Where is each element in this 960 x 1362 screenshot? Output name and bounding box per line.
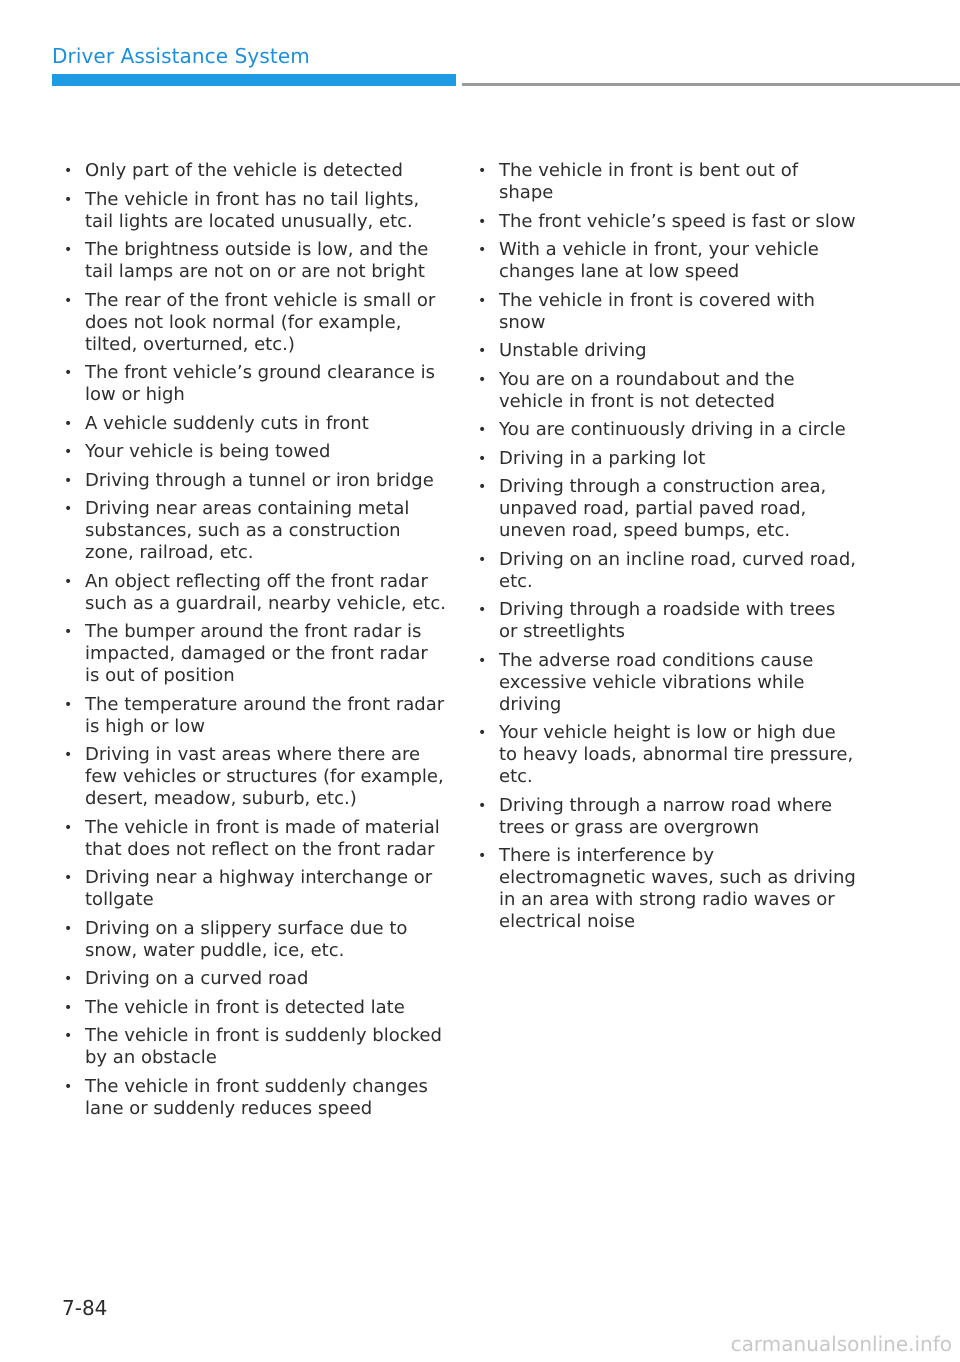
list-item [62,744,447,810]
bullet-icon: • [64,573,73,590]
list-item [476,211,856,233]
list-item-text: The front vehicle’s ground clearance is low or high [85,362,435,405]
list-item-text: There is interference by electromagnetic waves, such as driving in an area with strong radio waves or electrical noise [499,845,856,932]
page-number: 7-84 [62,1296,108,1320]
bullet-icon: • [64,1078,73,1095]
list-item-text: Driving on a slippery surface due to snow, water puddle, ice, etc. [85,917,408,961]
bullet-icon: • [64,163,73,179]
list-item-text: Driving through a tunnel or iron bridge [85,469,434,491]
list-item-text: A vehicle suddenly cuts in front [85,412,369,434]
right-bullet-list [476,160,856,940]
list-item [476,549,856,593]
list-item [62,413,447,435]
list-item [62,1025,447,1069]
list-item-text: You are on a roundabout and the vehicle in front is not detected [499,368,795,412]
bullet-icon: • [478,848,487,864]
list-item-text: You are continuously driving in a circle [499,419,846,440]
bullet-icon: • [64,920,73,937]
list-item-text: Your vehicle is being towed [85,441,331,462]
list-item-text: With a vehicle in front, your vehicle changes lane at low speed [499,239,819,282]
list-item-text: Driving through a construction area, unpaved road, partial paved road, uneven road, speed bumps, etc. [499,476,827,541]
list-item-text: Driving near a highway interchange or tollgate [85,867,433,910]
watermark: carmanualsonline.info [730,1332,952,1356]
list-item-text: An object reflecting off the front radar such as a guardrail, nearby vehicle, etc. [85,570,446,614]
bullet-icon: • [64,501,73,517]
bullet-icon: • [64,696,73,713]
list-item [62,694,447,738]
list-item-text: Driving on a curved road [85,968,309,989]
bullet-icon: • [64,747,73,763]
left-bullet-list [62,160,447,1126]
list-item-text: The vehicle in front is detected late [85,996,405,1018]
list-item-text: The vehicle in front is suddenly blocked by an obstacle [85,1025,442,1068]
list-item-text: Driving through a roadside with trees or streetlights [499,599,836,642]
list-item [476,650,856,716]
list-item [476,419,856,441]
bullet-icon: • [64,999,73,1016]
list-item [62,571,447,615]
bullet-icon: • [478,422,487,438]
list-item-text: Unstable driving [499,340,647,361]
bullet-icon: • [64,292,73,309]
bullet-icon: • [478,371,487,388]
list-item [62,290,447,356]
list-item [476,845,856,933]
list-item [476,722,856,788]
list-item [476,448,856,470]
list-item-text: The vehicle in front has no tail lights, tail lights are located unusually, etc. [85,188,420,232]
bullet-icon: • [64,870,73,886]
list-item-text: Only part of the vehicle is detected [85,160,403,181]
list-item [62,997,447,1019]
list-item-text: Driving near areas containing metal substances, such as a construction zone, railroad, etc. [85,498,410,563]
list-item-text: Driving in a parking lot [499,447,706,469]
list-item-text: The vehicle in front is made of material that does not reflect on the front radar [85,816,440,860]
list-item-text: Driving through a narrow road where trees or grass are overgrown [499,794,833,838]
bullet-icon: • [478,450,487,467]
header-accent-bar [52,74,456,86]
list-item-text: The temperature around the front radar is high or low [85,693,445,737]
list-item [62,498,447,564]
list-item [62,441,447,463]
list-item-text: The vehicle in front is bent out of shape [499,160,799,203]
bullet-icon: • [64,242,73,258]
list-item [476,290,856,334]
bullet-icon: • [478,652,487,669]
list-item-text: The adverse road conditions cause excessive vehicle vibrations while driving [499,649,814,715]
list-item [62,189,447,233]
list-item-text: Your vehicle height is low or high due to heavy loads, abnormal tire pressure, etc. [499,722,854,787]
bullet-icon: • [478,479,487,495]
bullet-icon: • [64,472,73,489]
list-item [62,160,447,182]
list-item-text: The vehicle in front suddenly changes lane or suddenly reduces speed [85,1075,428,1119]
bullet-icon: • [64,191,73,208]
bullet-icon: • [478,213,487,230]
bullet-icon: • [478,602,487,618]
list-item-text: Driving on an incline road, curved road, etc. [499,548,856,592]
bullet-icon: • [478,725,487,741]
list-item-text: The vehicle in front is covered with snow [499,289,815,333]
list-item-text: The rear of the front vehicle is small or does not look normal (for example, tilted, overturned, etc.) [85,289,436,355]
bullet-icon: • [478,551,487,568]
list-item [476,369,856,413]
list-item [476,476,856,542]
list-item [62,918,447,962]
bullet-icon: • [64,444,73,460]
list-item-text: The brightness outside is low, and the tail lamps are not on or are not bright [85,239,429,282]
list-item-text: The front vehicle’s speed is fast or slow [499,210,856,232]
bullet-icon: • [478,163,487,179]
list-item-text: The bumper around the front radar is impacted, damaged or the front radar is out of position [85,621,428,686]
list-item [476,795,856,839]
section-title: Driver Assistance System [52,44,310,68]
list-item [62,1076,447,1120]
list-item [62,470,447,492]
list-item [476,160,856,204]
bullet-icon: • [478,797,487,814]
bullet-icon: • [64,624,73,640]
bullet-icon: • [478,242,487,258]
bullet-icon: • [64,1028,73,1044]
list-item [62,362,447,406]
header-divider-line [462,83,960,86]
list-item [62,239,447,283]
list-item [476,239,856,283]
list-item [476,340,856,362]
list-item [62,817,447,861]
bullet-icon: • [64,971,73,987]
bullet-icon: • [64,365,73,381]
bullet-icon: • [478,343,487,359]
list-item [476,599,856,643]
bullet-icon: • [478,292,487,309]
list-item-text: Driving in vast areas where there are few vehicles or structures (for example, desert, meadow, suburb, etc.) [85,744,444,809]
bullet-icon: • [64,415,73,432]
list-item [62,867,447,911]
list-item [62,968,447,990]
bullet-icon: • [64,819,73,836]
list-item [62,621,447,687]
